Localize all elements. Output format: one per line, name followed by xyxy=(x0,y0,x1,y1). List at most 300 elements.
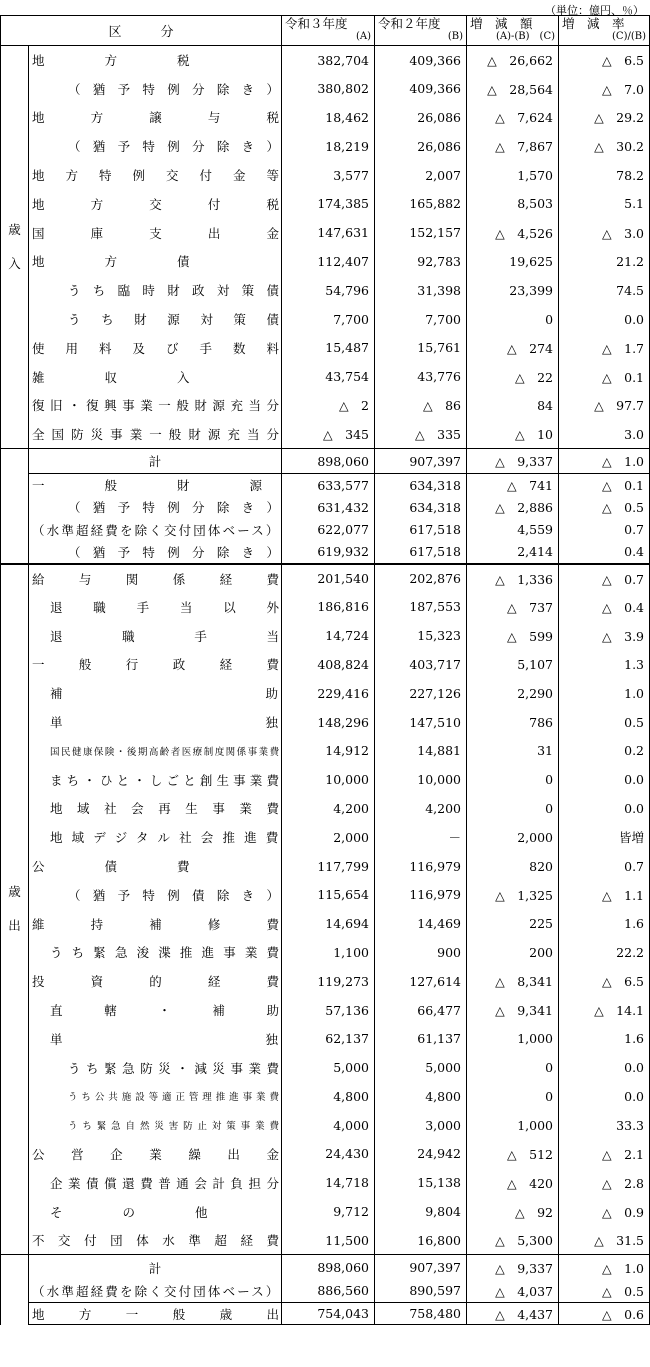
row-label-text: 一般行政経費 xyxy=(32,657,314,673)
row-label-text: 不交付団体水準超経費 xyxy=(32,1233,293,1249)
table-row xyxy=(1,474,650,497)
value-c: △ 4,037 xyxy=(467,1280,559,1303)
value-c: 0 xyxy=(467,794,559,823)
row-label xyxy=(29,1197,282,1226)
row-label xyxy=(29,996,321,1025)
table-row xyxy=(1,103,650,132)
value-c: △ 2,886 xyxy=(467,496,559,519)
header-col-d: 増 減 率 (C)/(B) xyxy=(559,16,650,46)
value-d: △ 0.7 xyxy=(559,564,650,593)
value-b: 10,000 xyxy=(375,765,467,794)
header-category: 区 分 xyxy=(1,16,282,46)
value-b: 634,318 xyxy=(375,474,467,497)
table-row xyxy=(1,74,650,103)
value-a: 3,577 xyxy=(282,161,375,190)
row-label xyxy=(29,247,282,276)
row-label xyxy=(29,132,292,161)
value-c: 225 xyxy=(467,909,559,938)
row-label-text: 一般財源 xyxy=(32,478,323,494)
row-label-text: 投資的経費 xyxy=(32,974,326,990)
value-b: 116,979 xyxy=(375,880,467,909)
table-row xyxy=(1,852,650,881)
row-label-text: 公債費 xyxy=(32,859,250,875)
row-label xyxy=(29,765,282,794)
value-a: 115,654 xyxy=(282,880,375,909)
value-a: 10,000 xyxy=(282,765,375,794)
row-label xyxy=(29,103,326,132)
row-label-text: 国庫支出金 xyxy=(32,225,326,241)
value-b: 127,614 xyxy=(375,967,467,996)
row-label-text: 計 xyxy=(148,1260,162,1276)
row-label xyxy=(29,218,326,247)
value-d: 5.1 xyxy=(559,189,650,218)
row-label-text: （猶予特例分除き） xyxy=(68,544,292,560)
value-d: 0.0 xyxy=(559,1053,650,1082)
table-row xyxy=(1,1197,650,1226)
value-a: 54,796 xyxy=(282,276,375,305)
value-a: 898,060 xyxy=(282,1255,375,1280)
row-label xyxy=(29,1280,282,1303)
section-revenue xyxy=(1,46,29,449)
table-row xyxy=(1,1280,650,1303)
row-label xyxy=(29,74,292,103)
row-label-text: 使用料及び手数料 xyxy=(32,340,301,356)
value-a: 201,540 xyxy=(282,564,375,593)
row-label xyxy=(29,1255,282,1280)
value-d: 0.4 xyxy=(559,541,650,564)
row-label xyxy=(29,823,288,852)
value-c: △ 10 xyxy=(467,420,559,449)
row-label-text: 企業債償還費普通会計負担分 xyxy=(50,1175,285,1191)
value-b: 24,942 xyxy=(375,1140,467,1169)
value-c: 2,290 xyxy=(467,679,559,708)
value-d: 0.7 xyxy=(559,519,650,542)
row-label-text xyxy=(50,684,278,702)
table-row xyxy=(1,1226,650,1255)
section-expenditure xyxy=(1,564,29,1255)
value-b: 31,398 xyxy=(375,276,467,305)
row-label-text: その他 xyxy=(50,1204,268,1220)
table-row xyxy=(1,189,650,218)
value-a: 754,043 xyxy=(282,1302,375,1325)
section-char: 入 xyxy=(8,256,21,272)
value-a: 14,912 xyxy=(282,736,375,765)
value-c: 2,414 xyxy=(467,541,559,564)
value-b: 202,876 xyxy=(375,564,467,593)
row-label-text: うち緊急自然災害防止対策事業費 xyxy=(68,1121,284,1133)
table-row xyxy=(1,1140,650,1169)
value-d: 21.2 xyxy=(559,247,650,276)
value-c: △ 741 xyxy=(467,474,559,497)
row-label-char: 助 xyxy=(265,686,279,702)
value-d: △ 3.9 xyxy=(559,621,650,650)
value-c: 19,625 xyxy=(467,247,559,276)
value-b: 617,518 xyxy=(375,541,467,564)
row-label xyxy=(29,161,301,190)
row-label-char: 独 xyxy=(265,715,279,731)
value-a: 186,816 xyxy=(282,592,375,621)
row-label-text: うち公共施設等適正管理推進事業費 xyxy=(68,1092,283,1104)
value-a: 7,700 xyxy=(282,305,375,334)
row-label xyxy=(29,449,282,474)
table-row xyxy=(1,708,650,737)
table-row xyxy=(1,305,650,334)
row-label-char: 補 xyxy=(50,686,63,702)
value-a: 380,802 xyxy=(282,74,375,103)
row-label xyxy=(29,1111,282,1140)
row-label xyxy=(29,1226,293,1255)
value-b: 403,717 xyxy=(375,650,467,679)
row-label xyxy=(29,1024,282,1053)
value-a: 57,136 xyxy=(282,996,375,1025)
value-b: 409,366 xyxy=(375,74,467,103)
value-b: 116,979 xyxy=(375,852,467,881)
value-b: 4,200 xyxy=(375,794,467,823)
value-a: 147,631 xyxy=(282,218,375,247)
value-b: 617,518 xyxy=(375,519,467,542)
row-label xyxy=(29,391,285,420)
row-label xyxy=(29,564,314,593)
value-d: △ 31.5 xyxy=(559,1226,650,1255)
value-d: 78.2 xyxy=(559,161,650,190)
row-label xyxy=(29,852,282,881)
table-row xyxy=(1,909,650,938)
value-b: 66,477 xyxy=(375,996,467,1025)
value-d: △ 0.5 xyxy=(559,1280,650,1303)
value-d: △ 1.1 xyxy=(559,880,650,909)
value-a: 5,000 xyxy=(282,1053,375,1082)
table-row xyxy=(1,621,650,650)
value-c: △ 1,325 xyxy=(467,880,559,909)
value-d: 0.2 xyxy=(559,736,650,765)
value-c: △ 26,662 xyxy=(467,46,559,75)
value-d: △ 7.0 xyxy=(559,74,650,103)
row-label xyxy=(29,621,339,650)
section-char: 歳 xyxy=(8,884,21,900)
table-row xyxy=(1,1255,650,1280)
value-a: 9,712 xyxy=(282,1197,375,1226)
value-d: △ 0.1 xyxy=(559,474,650,497)
unit-note: （単位：億円、％） xyxy=(545,4,644,17)
value-b: 15,761 xyxy=(375,333,467,362)
value-c: 0 xyxy=(467,765,559,794)
table-row xyxy=(1,880,650,909)
value-a: 14,694 xyxy=(282,909,375,938)
table-row xyxy=(1,218,650,247)
value-b: 907,397 xyxy=(375,1255,467,1280)
value-a: 14,724 xyxy=(282,621,375,650)
value-c: 0 xyxy=(467,305,559,334)
row-label-text: 復旧・復興事業一般財源充当分 xyxy=(32,398,285,414)
row-label-text xyxy=(50,1030,278,1048)
row-label xyxy=(29,736,282,765)
value-b: 26,086 xyxy=(375,132,467,161)
row-label xyxy=(29,938,289,967)
value-a: △ 2 xyxy=(282,391,375,420)
value-b: 187,553 xyxy=(375,592,467,621)
value-a: 112,407 xyxy=(282,247,375,276)
row-label-text: （猶予特例分除き） xyxy=(68,139,292,155)
value-c: 84 xyxy=(467,391,559,420)
value-c: △ 4,437 xyxy=(467,1302,559,1325)
value-a: 631,432 xyxy=(282,496,375,519)
row-label-text: 退職手当 xyxy=(50,628,339,644)
value-b: 61,137 xyxy=(375,1024,467,1053)
row-label-text: （猶予特例分除き） xyxy=(68,500,292,516)
table-row xyxy=(1,564,650,593)
value-c: 1,570 xyxy=(467,161,559,190)
value-c: 200 xyxy=(467,938,559,967)
value-c: △ 512 xyxy=(467,1140,559,1169)
value-a: 622,077 xyxy=(282,519,375,542)
row-label xyxy=(29,362,282,391)
value-b: 2,007 xyxy=(375,161,467,190)
row-label xyxy=(29,333,301,362)
table-row xyxy=(1,823,650,852)
table-row xyxy=(1,541,650,564)
value-d: △ 0.9 xyxy=(559,1197,650,1226)
row-label-text: 公営企業繰出金 xyxy=(32,1146,306,1162)
value-c: △ 420 xyxy=(467,1168,559,1197)
row-label-text: 地方税 xyxy=(32,53,250,69)
value-b: △ 86 xyxy=(375,391,467,420)
value-b: 907,397 xyxy=(375,449,467,474)
value-d: △ 29.2 xyxy=(559,103,650,132)
value-a: 619,932 xyxy=(282,541,375,564)
value-b: 26,086 xyxy=(375,103,467,132)
table-row xyxy=(1,1053,650,1082)
row-label-text: （水準超経費を除く交付団体ベース） xyxy=(32,522,281,538)
header-row xyxy=(1,16,650,46)
value-c: △ 599 xyxy=(467,621,559,650)
row-label xyxy=(29,496,292,519)
table-row xyxy=(1,420,650,449)
row-label-text: （猶予特例分除き） xyxy=(68,81,292,97)
row-label xyxy=(29,1082,282,1111)
row-label-text: 全国防災事業一般財源充当分 xyxy=(32,427,287,442)
row-label xyxy=(29,1140,306,1169)
value-c: 0 xyxy=(467,1082,559,1111)
row-label-text: 直轄・補助 xyxy=(50,1003,321,1018)
row-label xyxy=(29,1053,285,1082)
table-row xyxy=(1,794,650,823)
value-a: 2,000 xyxy=(282,823,375,852)
value-b: 409,366 xyxy=(375,46,467,75)
value-a: 229,416 xyxy=(282,679,375,708)
value-c: △ 1,336 xyxy=(467,564,559,593)
value-c: 1,000 xyxy=(467,1111,559,1140)
table-row xyxy=(1,247,650,276)
value-c: △ 4,526 xyxy=(467,218,559,247)
value-a: 18,219 xyxy=(282,132,375,161)
row-label-text: 雑収入 xyxy=(32,369,250,385)
header-col-c: 増 減 額 (A)-(B) (C) xyxy=(467,16,559,46)
row-label xyxy=(29,708,282,737)
value-d: △ 1.0 xyxy=(559,449,650,474)
table-row xyxy=(1,650,650,679)
value-b: 15,138 xyxy=(375,1168,467,1197)
value-b: 9,804 xyxy=(375,1197,467,1226)
row-label-text: 地域社会再生事業費 xyxy=(50,801,294,817)
value-c: △ 5,300 xyxy=(467,1226,559,1255)
section-char: 歳 xyxy=(8,222,21,238)
row-label xyxy=(29,46,282,75)
value-d: 1.6 xyxy=(559,1024,650,1053)
value-d: 1.0 xyxy=(559,679,650,708)
value-c: 0 xyxy=(467,1053,559,1082)
row-label xyxy=(29,189,326,218)
table-row xyxy=(1,1111,650,1140)
value-a: 43,754 xyxy=(282,362,375,391)
value-d: 33.3 xyxy=(559,1111,650,1140)
value-b: 634,318 xyxy=(375,496,467,519)
table-row xyxy=(1,333,650,362)
value-a: 886,560 xyxy=(282,1280,375,1303)
value-b: － xyxy=(375,823,467,852)
value-a: 18,462 xyxy=(282,103,375,132)
value-a: 148,296 xyxy=(282,708,375,737)
row-label-text: 地域デジタル社会推進費 xyxy=(50,830,288,846)
row-label-text: 地方交付税 xyxy=(32,196,326,212)
row-label xyxy=(29,519,282,542)
value-d: △ 2.1 xyxy=(559,1140,650,1169)
value-a: 24,430 xyxy=(282,1140,375,1169)
row-label-text: 地方一般歳出 xyxy=(32,1306,314,1322)
value-d: 0.7 xyxy=(559,852,650,881)
table-row xyxy=(1,938,650,967)
value-c: △ 28,564 xyxy=(467,74,559,103)
value-a: 14,718 xyxy=(282,1168,375,1197)
value-d: △ 6.5 xyxy=(559,46,650,75)
row-label xyxy=(29,679,282,708)
table-row xyxy=(1,996,650,1025)
value-c: △ 9,337 xyxy=(467,1255,559,1280)
value-a: 62,137 xyxy=(282,1024,375,1053)
table-row xyxy=(1,362,650,391)
value-c: 4,559 xyxy=(467,519,559,542)
value-b: 152,157 xyxy=(375,218,467,247)
row-label-text: 退職手当以外 xyxy=(50,599,310,615)
value-d: △ 97.7 xyxy=(559,391,650,420)
value-d: △ 0.5 xyxy=(559,496,650,519)
row-label-text: （猶予特例債除き） xyxy=(68,887,292,903)
value-b: 14,881 xyxy=(375,736,467,765)
value-d: △ 1.0 xyxy=(559,1255,650,1280)
value-d: △ 14.1 xyxy=(559,996,650,1025)
value-c: △ 22 xyxy=(467,362,559,391)
row-label xyxy=(29,880,292,909)
row-label-char: 独 xyxy=(265,1031,279,1047)
table-row xyxy=(1,1082,650,1111)
value-c: △ 274 xyxy=(467,333,559,362)
row-label xyxy=(29,1302,314,1325)
value-c: 1,000 xyxy=(467,1024,559,1053)
value-a: 633,577 xyxy=(282,474,375,497)
value-c: 23,399 xyxy=(467,276,559,305)
row-label xyxy=(29,1168,285,1197)
row-label-text: 地方譲与税 xyxy=(32,110,326,126)
table-row xyxy=(1,161,650,190)
value-d: 1.3 xyxy=(559,650,650,679)
value-d: △ 0.6 xyxy=(559,1302,650,1325)
value-a: 15,487 xyxy=(282,333,375,362)
value-d: △ 0.1 xyxy=(559,362,650,391)
row-label xyxy=(29,276,292,305)
value-c: 31 xyxy=(467,736,559,765)
row-label-text: うち緊急浚渫推進事業費 xyxy=(50,945,289,961)
value-d: △ 6.5 xyxy=(559,967,650,996)
value-d: 0.5 xyxy=(559,708,650,737)
value-c: 2,000 xyxy=(467,823,559,852)
value-b: 900 xyxy=(375,938,467,967)
value-d: △ 30.2 xyxy=(559,132,650,161)
value-a: 119,273 xyxy=(282,967,375,996)
value-d: 0.0 xyxy=(559,305,650,334)
value-c: 786 xyxy=(467,708,559,737)
value-a: 898,060 xyxy=(282,449,375,474)
row-label-text: 維持補修費 xyxy=(32,916,326,932)
value-d: 22.2 xyxy=(559,938,650,967)
value-d: 74.5 xyxy=(559,276,650,305)
section-blank xyxy=(1,449,29,564)
value-c: △ 9,337 xyxy=(467,449,559,474)
row-label-text: 地方特例交付金等 xyxy=(32,168,301,184)
value-a: 11,500 xyxy=(282,1226,375,1255)
value-b: 165,882 xyxy=(375,189,467,218)
table-row xyxy=(1,967,650,996)
row-label xyxy=(29,794,294,823)
value-d: △ 0.4 xyxy=(559,592,650,621)
row-label xyxy=(29,909,326,938)
header-col-a: 令和３年度 (A) xyxy=(282,16,375,46)
value-b: 4,800 xyxy=(375,1082,467,1111)
row-label xyxy=(29,420,287,449)
row-label-text: 計 xyxy=(148,454,162,470)
value-c: △ 7,867 xyxy=(467,132,559,161)
value-b: 227,126 xyxy=(375,679,467,708)
row-label-text: 給与関係経費 xyxy=(32,571,314,587)
value-b: 758,480 xyxy=(375,1302,467,1325)
value-d: 3.0 xyxy=(559,420,650,449)
value-a: △ 345 xyxy=(282,420,375,449)
value-d: 0.0 xyxy=(559,1082,650,1111)
value-c: △ 92 xyxy=(467,1197,559,1226)
value-a: 117,799 xyxy=(282,852,375,881)
table-row xyxy=(1,519,650,542)
section-blank xyxy=(1,1255,29,1325)
value-b: 7,700 xyxy=(375,305,467,334)
table-row xyxy=(1,391,650,420)
row-label-text: まち・ひと・しごと創生事業費 xyxy=(50,772,284,788)
value-d: 0.0 xyxy=(559,765,650,794)
value-d: 0.0 xyxy=(559,794,650,823)
row-label-text: 国民健康保険・後期高齢者医療制度関係事業費 xyxy=(50,746,281,758)
header-col-b: 令和２年度 (B) xyxy=(375,16,467,46)
value-b: 43,776 xyxy=(375,362,467,391)
table-row xyxy=(1,276,650,305)
table-row xyxy=(1,1168,650,1197)
value-a: 382,704 xyxy=(282,46,375,75)
value-a: 4,800 xyxy=(282,1082,375,1111)
table-row xyxy=(1,1302,650,1325)
value-a: 4,200 xyxy=(282,794,375,823)
row-label xyxy=(29,305,300,334)
row-label-text xyxy=(50,713,278,731)
value-d: △ 3.0 xyxy=(559,218,650,247)
value-c: △ 9,341 xyxy=(467,996,559,1025)
value-b: 3,000 xyxy=(375,1111,467,1140)
value-c: △ 737 xyxy=(467,592,559,621)
